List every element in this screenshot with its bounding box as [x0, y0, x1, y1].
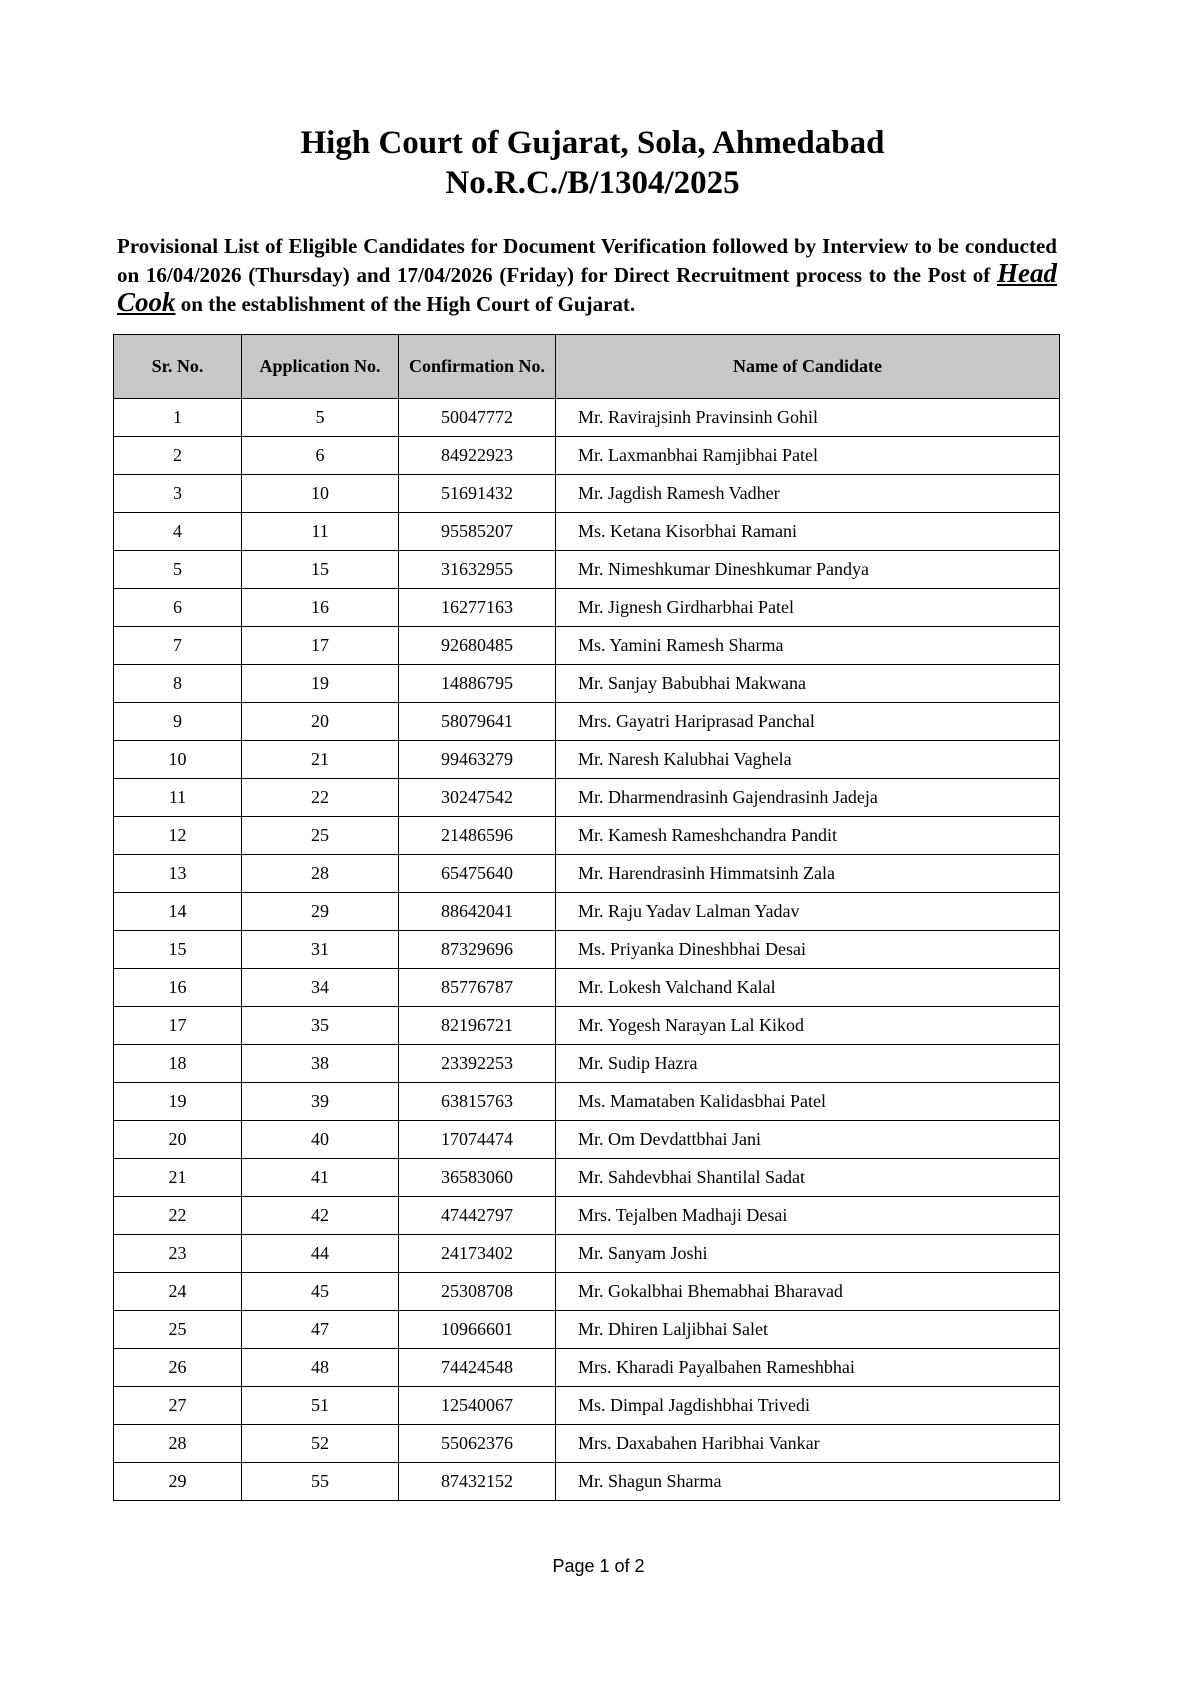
- table-row: [114, 1349, 1060, 1387]
- table-row: [114, 1311, 1060, 1349]
- confirmation-no-cell: 82196721: [399, 1007, 556, 1045]
- confirmation-no-cell: 12540067: [399, 1387, 556, 1425]
- application-no-cell: 34: [242, 969, 399, 1007]
- application-no-cell: 19: [242, 665, 399, 703]
- table-row: [114, 437, 1060, 475]
- table-row: [114, 1159, 1060, 1197]
- table-row: [114, 893, 1060, 931]
- application-no-cell: 48: [242, 1349, 399, 1387]
- candidate-name-cell: Mr. Jagdish Ramesh Vadher: [556, 475, 1060, 513]
- header-confirmation-no: Confirmation No.: [399, 335, 556, 399]
- candidate-name-cell: Ms. Yamini Ramesh Sharma: [556, 627, 1060, 665]
- table-row: [114, 1121, 1060, 1159]
- candidate-name-cell: Mr. Lokesh Valchand Kalal: [556, 969, 1060, 1007]
- confirmation-no-cell: 17074474: [399, 1121, 556, 1159]
- candidate-name-cell: Ms. Priyanka Dineshbhai Desai: [556, 931, 1060, 969]
- candidate-name-cell: Mr. Yogesh Narayan Lal Kikod: [556, 1007, 1060, 1045]
- candidate-name-cell: Mr. Sanjay Babubhai Makwana: [556, 665, 1060, 703]
- list-description: [117, 233, 1057, 318]
- confirmation-no-cell: 95585207: [399, 513, 556, 551]
- application-no-cell: 21: [242, 741, 399, 779]
- sr-no-cell: 29: [114, 1463, 242, 1501]
- confirmation-no-cell: 25308708: [399, 1273, 556, 1311]
- confirmation-no-cell: 85776787: [399, 969, 556, 1007]
- confirmation-no-cell: 58079641: [399, 703, 556, 741]
- sr-no-cell: 27: [114, 1387, 242, 1425]
- application-no-cell: 38: [242, 1045, 399, 1083]
- confirmation-no-cell: 92680485: [399, 627, 556, 665]
- candidate-name-cell: Mr. Harendrasinh Himmatsinh Zala: [556, 855, 1060, 893]
- table-row: [114, 1045, 1060, 1083]
- table-row: [114, 665, 1060, 703]
- candidate-name-cell: Mr. Sahdevbhai Shantilal Sadat: [556, 1159, 1060, 1197]
- confirmation-no-cell: 65475640: [399, 855, 556, 893]
- application-no-cell: 20: [242, 703, 399, 741]
- header-candidate-name: Name of Candidate: [556, 335, 1060, 399]
- candidate-name-cell: Ms. Dimpal Jagdishbhai Trivedi: [556, 1387, 1060, 1425]
- application-no-cell: 44: [242, 1235, 399, 1273]
- sr-no-cell: 3: [114, 475, 242, 513]
- table-header-row: [114, 335, 1060, 399]
- sr-no-cell: 12: [114, 817, 242, 855]
- sr-no-cell: 5: [114, 551, 242, 589]
- candidate-name-cell: Mr. Shagun Sharma: [556, 1463, 1060, 1501]
- confirmation-no-cell: 84922923: [399, 437, 556, 475]
- candidate-name-cell: Mr. Dharmendrasinh Gajendrasinh Jadeja: [556, 779, 1060, 817]
- table-row: [114, 1083, 1060, 1121]
- confirmation-no-cell: 47442797: [399, 1197, 556, 1235]
- confirmation-no-cell: 24173402: [399, 1235, 556, 1273]
- sr-no-cell: 18: [114, 1045, 242, 1083]
- confirmation-no-cell: 87329696: [399, 931, 556, 969]
- reference-number: No.R.C./B/1304/2025: [445, 165, 740, 201]
- application-no-cell: 40: [242, 1121, 399, 1159]
- sr-no-cell: 13: [114, 855, 242, 893]
- sr-no-cell: 10: [114, 741, 242, 779]
- table-row: [114, 817, 1060, 855]
- table-row: [114, 1463, 1060, 1501]
- application-no-cell: 10: [242, 475, 399, 513]
- table-row: [114, 475, 1060, 513]
- table-row: [114, 513, 1060, 551]
- table-row: [114, 969, 1060, 1007]
- confirmation-no-cell: 99463279: [399, 741, 556, 779]
- application-no-cell: 17: [242, 627, 399, 665]
- confirmation-no-cell: 88642041: [399, 893, 556, 931]
- candidate-name-cell: Mr. Raju Yadav Lalman Yadav: [556, 893, 1060, 931]
- candidate-name-cell: Mr. Sudip Hazra: [556, 1045, 1060, 1083]
- sr-no-cell: 20: [114, 1121, 242, 1159]
- sr-no-cell: 1: [114, 399, 242, 437]
- table-row: [114, 1235, 1060, 1273]
- candidate-name-cell: Mr. Kamesh Rameshchandra Pandit: [556, 817, 1060, 855]
- application-no-cell: 41: [242, 1159, 399, 1197]
- confirmation-no-cell: 31632955: [399, 551, 556, 589]
- candidate-name-cell: Mrs. Daxabahen Haribhai Vankar: [556, 1425, 1060, 1463]
- table-row: [114, 779, 1060, 817]
- sr-no-cell: 15: [114, 931, 242, 969]
- sr-no-cell: 25: [114, 1311, 242, 1349]
- application-no-cell: 31: [242, 931, 399, 969]
- confirmation-no-cell: 14886795: [399, 665, 556, 703]
- sr-no-cell: 4: [114, 513, 242, 551]
- sr-no-cell: 17: [114, 1007, 242, 1045]
- table-row: [114, 855, 1060, 893]
- application-no-cell: 25: [242, 817, 399, 855]
- application-no-cell: 16: [242, 589, 399, 627]
- table-row: [114, 1007, 1060, 1045]
- sr-no-cell: 22: [114, 1197, 242, 1235]
- confirmation-no-cell: 36583060: [399, 1159, 556, 1197]
- sr-no-cell: 21: [114, 1159, 242, 1197]
- confirmation-no-cell: 21486596: [399, 817, 556, 855]
- confirmation-no-cell: 63815763: [399, 1083, 556, 1121]
- candidate-name-cell: Ms. Ketana Kisorbhai Ramani: [556, 513, 1060, 551]
- post-name: Head Cook: [117, 258, 1057, 317]
- sr-no-cell: 6: [114, 589, 242, 627]
- candidate-name-cell: Mr. Om Devdattbhai Jani: [556, 1121, 1060, 1159]
- application-no-cell: 29: [242, 893, 399, 931]
- candidate-name-cell: Mr. Jignesh Girdharbhai Patel: [556, 589, 1060, 627]
- candidate-name-cell: Ms. Mamataben Kalidasbhai Patel: [556, 1083, 1060, 1121]
- table-row: [114, 741, 1060, 779]
- candidate-name-cell: Mrs. Tejalben Madhaji Desai: [556, 1197, 1060, 1235]
- sr-no-cell: 16: [114, 969, 242, 1007]
- sr-no-cell: 7: [114, 627, 242, 665]
- application-no-cell: 35: [242, 1007, 399, 1045]
- confirmation-no-cell: 10966601: [399, 1311, 556, 1349]
- candidate-name-cell: Mr. Dhiren Laljibhai Salet: [556, 1311, 1060, 1349]
- sr-no-cell: 9: [114, 703, 242, 741]
- candidate-name-cell: Mrs. Gayatri Hariprasad Panchal: [556, 703, 1060, 741]
- table-row: [114, 1197, 1060, 1235]
- confirmation-no-cell: 50047772: [399, 399, 556, 437]
- application-no-cell: 52: [242, 1425, 399, 1463]
- application-no-cell: 11: [242, 513, 399, 551]
- candidates-table: [113, 334, 1060, 1501]
- sr-no-cell: 2: [114, 437, 242, 475]
- confirmation-no-cell: 51691432: [399, 475, 556, 513]
- candidate-name-cell: Mrs. Kharadi Payalbahen Rameshbhai: [556, 1349, 1060, 1387]
- application-no-cell: 42: [242, 1197, 399, 1235]
- candidate-name-cell: Mr. Gokalbhai Bhemabhai Bharavad: [556, 1273, 1060, 1311]
- table-row: [114, 1425, 1060, 1463]
- candidate-name-cell: Mr. Ravirajsinh Pravinsinh Gohil: [556, 399, 1060, 437]
- sr-no-cell: 19: [114, 1083, 242, 1121]
- confirmation-no-cell: 23392253: [399, 1045, 556, 1083]
- application-no-cell: 28: [242, 855, 399, 893]
- document-header: [0, 123, 1191, 203]
- table-row: [114, 703, 1060, 741]
- candidate-name-cell: Mr. Naresh Kalubhai Vaghela: [556, 741, 1060, 779]
- candidate-name-cell: Mr. Sanyam Joshi: [556, 1235, 1060, 1273]
- page-number: Page 1 of 2: [552, 1556, 645, 1576]
- table-row: [114, 551, 1060, 589]
- sr-no-cell: 24: [114, 1273, 242, 1311]
- sr-no-cell: 23: [114, 1235, 242, 1273]
- application-no-cell: 45: [242, 1273, 399, 1311]
- application-no-cell: 15: [242, 551, 399, 589]
- confirmation-no-cell: 30247542: [399, 779, 556, 817]
- candidate-name-cell: Mr. Nimeshkumar Dineshkumar Pandya: [556, 551, 1060, 589]
- sr-no-cell: 11: [114, 779, 242, 817]
- confirmation-no-cell: 87432152: [399, 1463, 556, 1501]
- table-row: [114, 1273, 1060, 1311]
- table-body: [114, 399, 1060, 1501]
- sr-no-cell: 26: [114, 1349, 242, 1387]
- table-row: [114, 1387, 1060, 1425]
- application-no-cell: 55: [242, 1463, 399, 1501]
- sr-no-cell: 8: [114, 665, 242, 703]
- application-no-cell: 39: [242, 1083, 399, 1121]
- application-no-cell: 22: [242, 779, 399, 817]
- court-title: High Court of Gujarat, Sola, Ahmedabad: [300, 125, 885, 161]
- confirmation-no-cell: 74424548: [399, 1349, 556, 1387]
- sr-no-cell: 28: [114, 1425, 242, 1463]
- application-no-cell: 51: [242, 1387, 399, 1425]
- table-row: [114, 589, 1060, 627]
- description-text-end: on the establishment of the High Court of Gujarat.: [175, 292, 636, 316]
- application-no-cell: 5: [242, 399, 399, 437]
- application-no-cell: 6: [242, 437, 399, 475]
- table-row: [114, 931, 1060, 969]
- sr-no-cell: 14: [114, 893, 242, 931]
- header-application-no: Application No.: [242, 335, 399, 399]
- application-no-cell: 47: [242, 1311, 399, 1349]
- candidate-name-cell: Mr. Laxmanbhai Ramjibhai Patel: [556, 437, 1060, 475]
- confirmation-no-cell: 55062376: [399, 1425, 556, 1463]
- table-row: [114, 627, 1060, 665]
- table-row: [114, 399, 1060, 437]
- header-sr-no: Sr. No.: [114, 335, 242, 399]
- confirmation-no-cell: 16277163: [399, 589, 556, 627]
- description-text: Provisional List of Eligible Candidates for Document Verification followed by Interview to be conducted on 16/04/2026 (Thursday) and 17/04/2026 (Friday) for Direct Recruitment process to the Post of: [117, 234, 1057, 287]
